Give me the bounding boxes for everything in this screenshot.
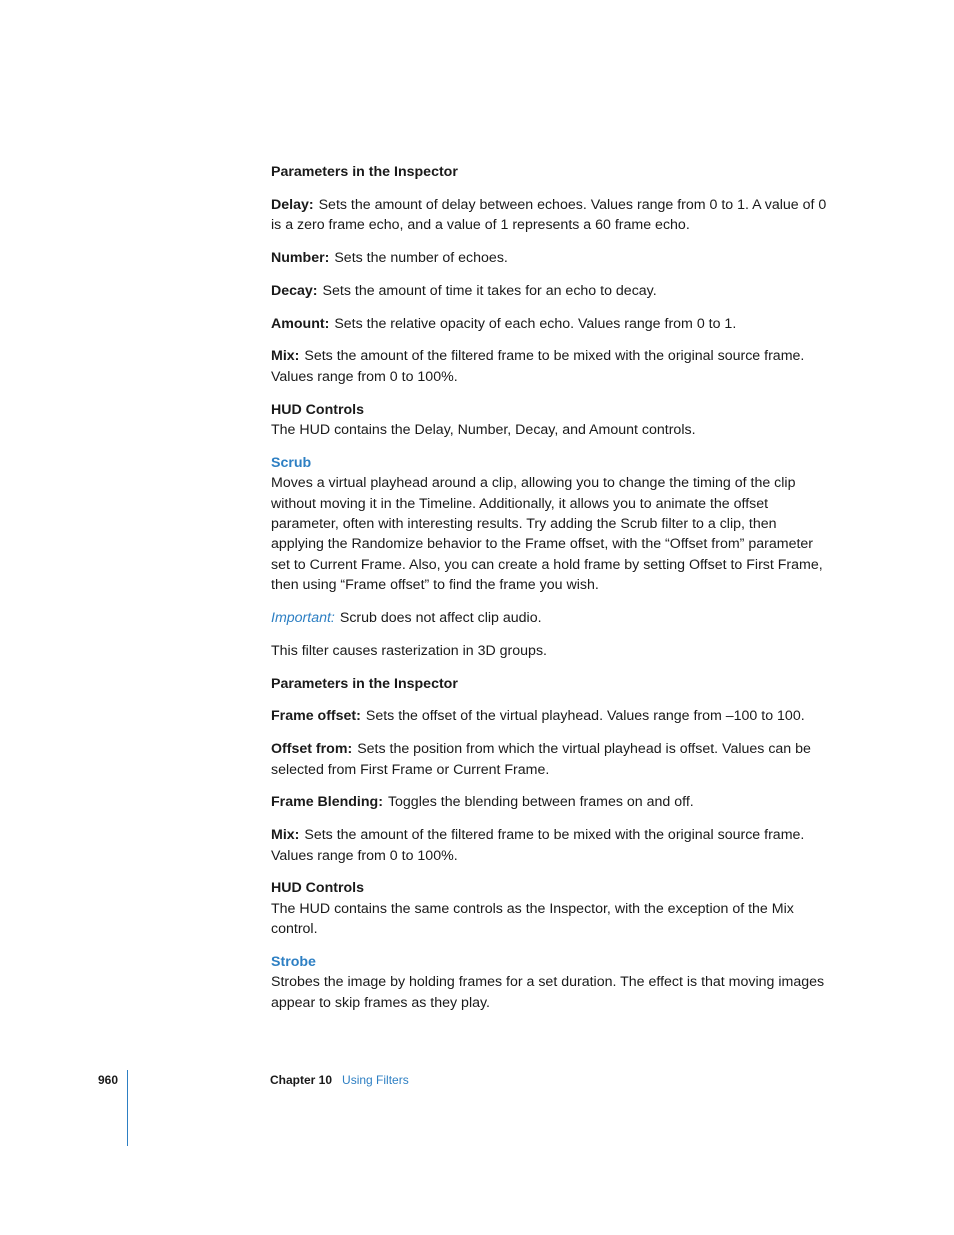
param-scrub-mix [271, 825, 827, 866]
strobe-title: Strobe [271, 954, 316, 971]
param-frame-blending [271, 792, 827, 812]
important-label: Important: [271, 610, 335, 627]
page-number: 960 [98, 1073, 119, 1087]
echo-hud-heading: HUD Controls [271, 401, 365, 418]
param-decay-text: Sets the amount of time it takes for an echo to decay. [322, 282, 657, 299]
chapter-title-link[interactable]: Using Filters [342, 1073, 409, 1087]
footer-divider [127, 1070, 128, 1146]
strobe-description: Strobes the image by holding frames for a set duration. The effect is that moving images appear to skip frames as they play. [271, 974, 825, 1011]
param-scrub-mix-text: Sets the amount of the filtered frame to be mixed with the original source frame. Values range from 0 to 100%. [271, 827, 805, 864]
param-number-text: Sets the number of echoes. [334, 250, 508, 266]
echo-hud-section [271, 400, 827, 441]
scrub-title: Scrub [271, 454, 312, 471]
footer-chapter [270, 1073, 409, 1087]
param-decay-term: Decay: [271, 282, 318, 299]
param-delay [271, 195, 827, 236]
param-delay-term: Delay: [271, 196, 314, 213]
page-content [271, 162, 827, 1026]
param-offset-from [271, 739, 827, 780]
param-decay [271, 281, 827, 301]
param-delay-text: Sets the amount of delay between echoes. Values range from 0 to 1. A value of 0 is a zero frame echo, and a value of 1 represents a 60 frame echo. [271, 196, 827, 234]
param-frame-blending-text: Toggles the blending between frames on and off. [387, 794, 694, 811]
scrub-raster-note: This filter causes rasterization in 3D groups. [271, 642, 547, 659]
scrub-important-note [271, 608, 827, 628]
echo-hud-text: The HUD contains the Delay, Number, Decay, and Amount controls. [271, 422, 696, 438]
param-amount-term: Amount: [271, 315, 330, 332]
strobe-section [271, 952, 827, 1013]
param-number [271, 248, 827, 268]
param-mix-term: Mix: [271, 348, 300, 365]
scrub-hud-section [271, 878, 827, 939]
param-frame-offset [271, 706, 827, 726]
param-offset-from-term: Offset from: [271, 741, 353, 758]
param-frame-offset-term: Frame offset: [271, 708, 361, 725]
scrub-params-heading: Parameters in the Inspector [271, 675, 458, 692]
scrub-description: Moves a virtual playhead around a clip, allowing you to change the timing of the clip without moving it in the Timeline. Additionally, it allows you to animate the offset parameter, often with interesting results. Try adding the Scrub filter to a clip, then applying the Randomize behavior to the Frame offset, with the “Offset from” parameter set to Current Frame. Also, you can create a hold frame by setting Offset to First Frame, then using “Frame offset” to find the frame you wish. [271, 475, 823, 594]
param-amount [271, 314, 827, 334]
scrub-section [271, 453, 827, 596]
important-text: Scrub does not affect clip audio. [339, 610, 542, 627]
param-number-term: Number: [271, 250, 330, 266]
param-frame-offset-text: Sets the offset of the virtual playhead. Values range from –100 to 100. [365, 708, 805, 725]
param-amount-text: Sets the relative opacity of each echo. Values range from 0 to 1. [334, 315, 737, 332]
param-frame-blending-term: Frame Blending: [271, 794, 383, 811]
scrub-hud-text: The HUD contains the same controls as the Inspector, with the exception of the Mix control. [271, 900, 794, 938]
chapter-label: Chapter 10 [270, 1073, 333, 1087]
echo-params-heading: Parameters in the Inspector [271, 164, 458, 180]
param-offset-from-text: Sets the position from which the virtual playhead is offset. Values can be selected from First Frame or Current Frame. [271, 741, 811, 778]
scrub-hud-heading: HUD Controls [271, 880, 365, 897]
param-scrub-mix-term: Mix: [271, 827, 300, 844]
param-mix-text: Sets the amount of the filtered frame to be mixed with the original source frame. Values range from 0 to 100%. [271, 348, 805, 385]
param-mix [271, 346, 827, 387]
